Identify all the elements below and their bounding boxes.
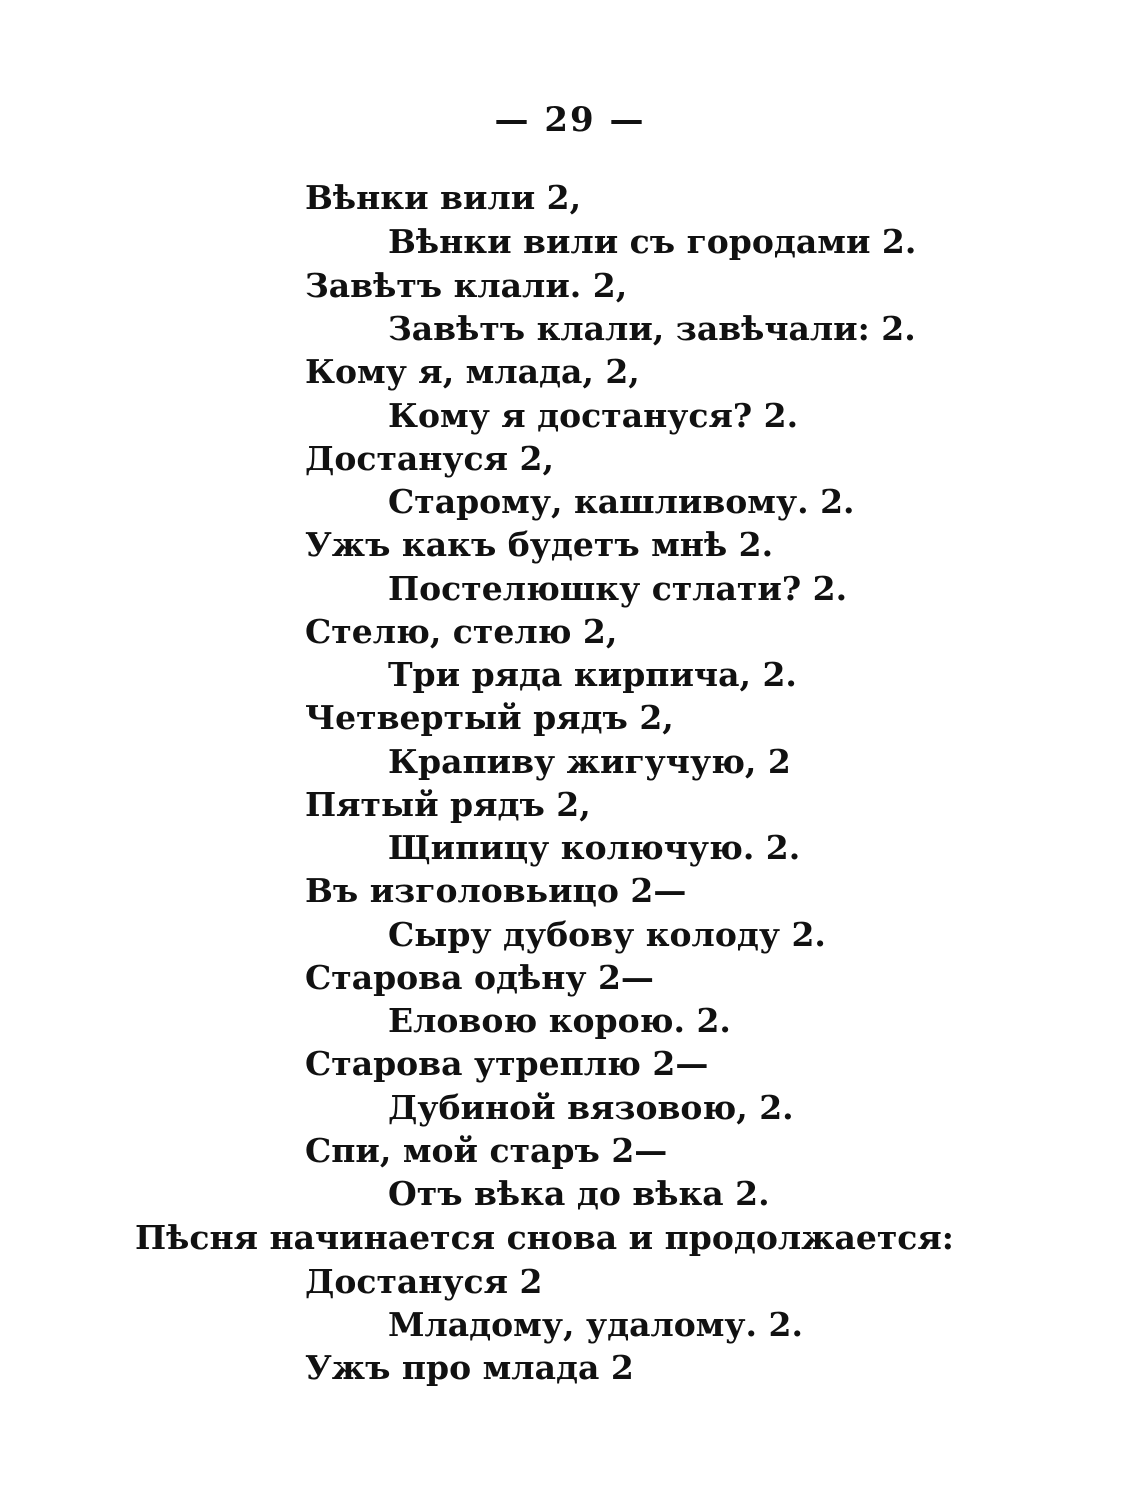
verse-line: Кому я, млада, 2, (305, 352, 640, 391)
verse-line: Въ изголовьицо 2— (305, 871, 687, 910)
verse-line: Сыру дубову колоду 2. (388, 915, 826, 954)
verse-line: Кому я достануся? 2. (388, 396, 799, 435)
page-number: — 29 — (494, 100, 646, 140)
verse-line: Четвертый рядъ 2, (305, 698, 674, 737)
verse-line: Щипицу колючую. 2. (388, 828, 801, 867)
verse-line: Младому, удалому. 2. (388, 1305, 803, 1344)
verse-line: Вѣнки вили съ городами 2. (388, 222, 917, 261)
verse-line: Спи, мой старъ 2— (305, 1131, 668, 1170)
verse-line: Достануся 2 (305, 1262, 543, 1301)
verse-line: Отъ вѣка до вѣка 2. (388, 1174, 770, 1213)
verse-line: Дубиной вязовою, 2. (388, 1088, 794, 1127)
verse-line: Вѣнки вили 2, (305, 178, 582, 217)
verse-line: Крапиву жигучую, 2 (388, 742, 791, 781)
verse-line: Ужъ про млада 2 (305, 1348, 634, 1387)
stage-note: Пѣсня начинается снова и продолжается: (135, 1218, 954, 1257)
verse-line: Старова утреплю 2— (305, 1044, 709, 1083)
verse-line: Достануся 2, (305, 439, 554, 478)
verse-line: Три ряда кирпича, 2. (388, 655, 797, 694)
verse-line: Постелюшку стлати? 2. (388, 569, 848, 608)
verse-line: Завѣтъ клали, завѣчали: 2. (388, 309, 916, 348)
verse-line: Старова одѣну 2— (305, 958, 654, 997)
verse-line: Пятый рядъ 2, (305, 785, 591, 824)
verse-line: Ужъ какъ будетъ мнѣ 2. (305, 525, 774, 564)
verse-line: Еловою корою. 2. (388, 1001, 731, 1040)
verse-line: Стелю, стелю 2, (305, 612, 618, 651)
verse-line: Старому, кашливому. 2. (388, 482, 855, 521)
verse-line: Завѣтъ клали. 2, (305, 266, 628, 305)
